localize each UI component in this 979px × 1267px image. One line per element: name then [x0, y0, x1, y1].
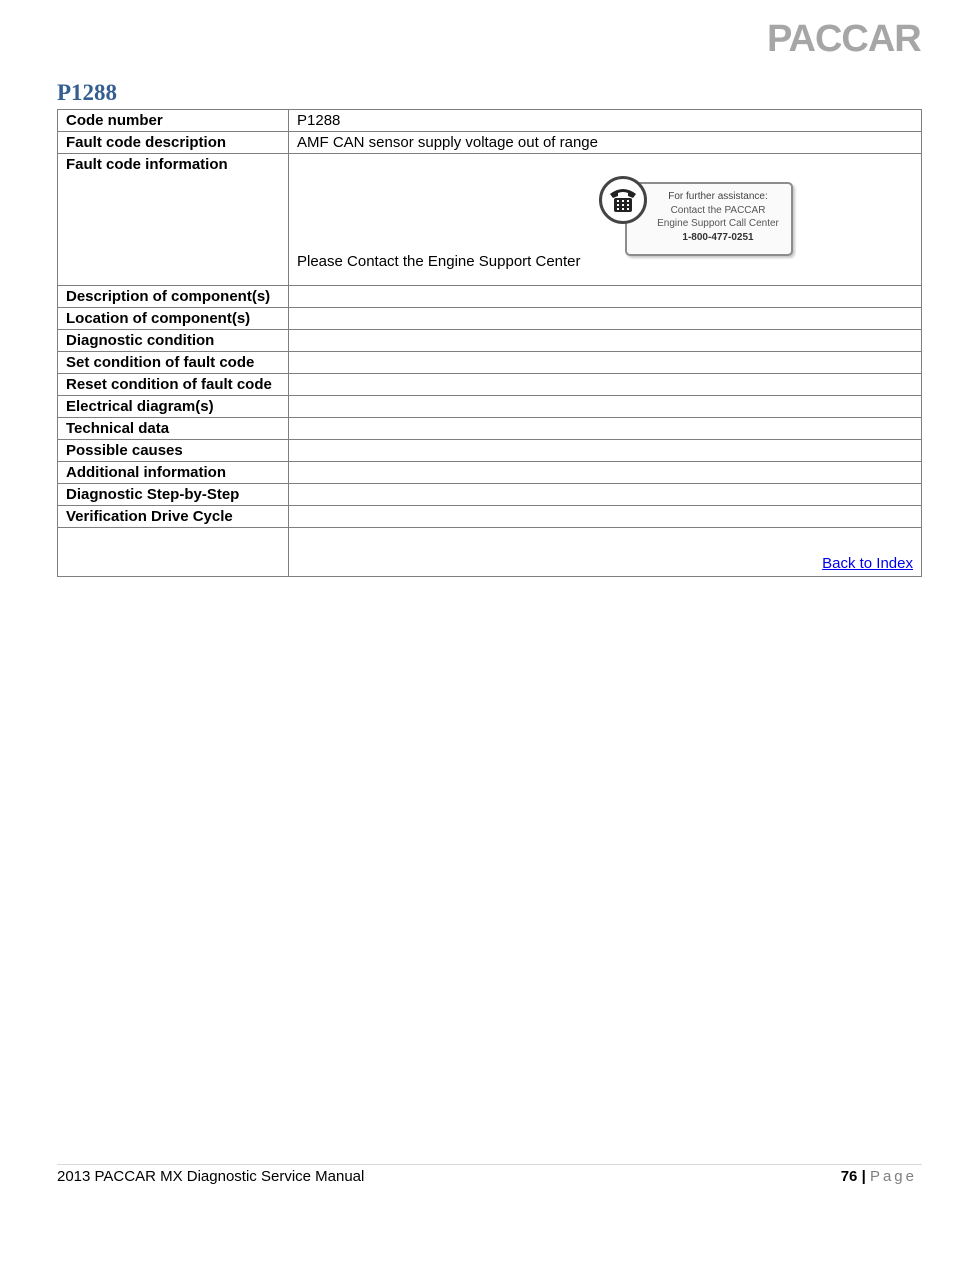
row-value	[289, 418, 922, 440]
row-value	[289, 506, 922, 528]
table-row	[58, 330, 922, 352]
assistance-box	[625, 182, 793, 256]
fault-code-table	[57, 109, 922, 577]
row-value: AMF CAN sensor supply voltage out of range	[289, 132, 922, 154]
empty-cell	[58, 528, 289, 577]
table-row	[58, 396, 922, 418]
table-row	[58, 484, 922, 506]
row-label: Reset condition of fault code	[58, 374, 289, 396]
row-value	[289, 374, 922, 396]
table-row	[58, 132, 922, 154]
row-label: Location of component(s)	[58, 308, 289, 330]
table-row	[58, 374, 922, 396]
assistance-line: Contact the PACCAR	[670, 204, 766, 216]
assistance-line: Engine Support Call Center	[657, 218, 779, 229]
table-row	[58, 440, 922, 462]
table-row	[58, 154, 922, 286]
table-row	[58, 506, 922, 528]
assistance-callout	[599, 176, 799, 262]
table-row	[58, 286, 922, 308]
row-label: Technical data	[58, 418, 289, 440]
row-label: Description of component(s)	[58, 286, 289, 308]
table-row	[58, 528, 922, 577]
back-to-index-link[interactable]: Back to Index	[822, 555, 913, 572]
row-label: Fault code information	[58, 154, 289, 286]
row-value	[289, 462, 922, 484]
row-label: Possible causes	[58, 440, 289, 462]
page-word: Page	[869, 1168, 917, 1185]
table-row	[58, 352, 922, 374]
row-value	[289, 286, 922, 308]
row-value	[289, 308, 922, 330]
assistance-phone: 1-800-477-0251	[682, 231, 754, 243]
back-link-cell	[289, 528, 922, 577]
paccar-logo: PACCAR	[767, 18, 921, 60]
row-label: Electrical diagram(s)	[58, 396, 289, 418]
table-row	[58, 308, 922, 330]
row-label: Code number	[58, 110, 289, 132]
row-value	[289, 352, 922, 374]
row-value	[289, 440, 922, 462]
fault-info-cell	[289, 154, 922, 286]
footer-page-info	[841, 1168, 917, 1185]
table-row	[58, 110, 922, 132]
table-row	[58, 462, 922, 484]
row-value	[289, 396, 922, 418]
footer-divider	[57, 1164, 922, 1165]
row-value: Please Contact the Engine Support Center	[297, 253, 581, 270]
row-label: Diagnostic condition	[58, 330, 289, 352]
footer-separator: |	[861, 1168, 866, 1185]
row-label: Fault code description	[58, 132, 289, 154]
telephone-icon	[599, 176, 647, 224]
row-label: Set condition of fault code	[58, 352, 289, 374]
assistance-line: For further assistance:	[668, 191, 768, 202]
row-label: Diagnostic Step-by-Step	[58, 484, 289, 506]
footer-manual-title: 2013 PACCAR MX Diagnostic Service Manual	[57, 1168, 365, 1185]
table-row	[58, 418, 922, 440]
page-number: 76	[840, 1168, 858, 1185]
row-value	[289, 484, 922, 506]
row-label: Verification Drive Cycle	[58, 506, 289, 528]
row-label: Additional information	[58, 462, 289, 484]
row-value	[289, 330, 922, 352]
page-title: P1288	[57, 80, 118, 105]
row-value: P1288	[289, 110, 922, 132]
